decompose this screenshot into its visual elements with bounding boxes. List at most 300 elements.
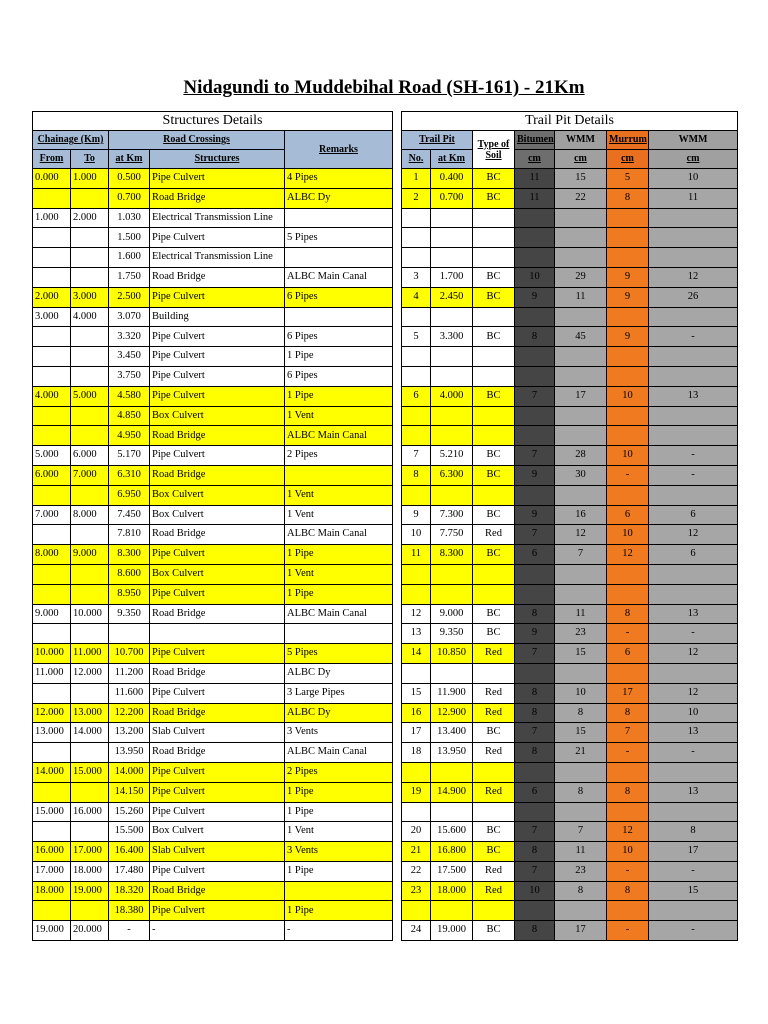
pit-at-km-cell: 9.000 [431,604,473,624]
murrum-cell [607,228,649,248]
pit-no-cell [402,584,431,604]
wmm2-cell: 8 [649,822,738,842]
bitumen-cell: 7 [515,822,555,842]
wmm2-cell: 13 [649,782,738,802]
murrum-cell: 8 [607,703,649,723]
wmm2-cell [649,564,738,584]
at-km-cell: 13.200 [109,723,150,743]
remarks-cell: ALBC Main Canal [285,267,393,287]
murrum-cell: 9 [607,287,649,307]
chainage-from-cell [33,683,71,703]
structure-cell: Pipe Culvert [150,802,285,822]
soil-type-cell: BC [473,921,515,941]
bitumen-cell: 9 [515,287,555,307]
wmm-cell [555,564,607,584]
soil-type-cell [473,901,515,921]
spacer-cell [393,386,402,406]
pit-at-km-cell [431,347,473,367]
soil-type-cell [473,762,515,782]
at-km-cell: 11.200 [109,663,150,683]
wmm2-cell [649,228,738,248]
spacer-cell [393,624,402,644]
wmm-cell [555,228,607,248]
wmm2-cell: 13 [649,723,738,743]
murrum-cell: - [607,465,649,485]
at-km-cell: 7.810 [109,525,150,545]
chainage-to-cell [71,327,109,347]
remarks-cell: 2 Pipes [285,762,393,782]
remarks-cell: ALBC Dy [285,188,393,208]
soil-type-cell: Red [473,782,515,802]
chainage-from-cell: 18.000 [33,881,71,901]
wmm-cell: 28 [555,446,607,466]
spacer-cell [393,921,402,941]
murrum-cell: 9 [607,267,649,287]
bitumen-cell: 8 [515,743,555,763]
wmm-cell: 22 [555,188,607,208]
pit-at-km-cell: 0.400 [431,169,473,189]
spacer-cell [393,743,402,763]
chainage-to-cell [71,248,109,268]
chainage-to-cell [71,584,109,604]
wmm2-cell: 12 [649,683,738,703]
structure-cell: Pipe Culvert [150,545,285,565]
structure-cell: Pipe Culvert [150,644,285,664]
murrum-cell: 9 [607,327,649,347]
wmm-cell: 17 [555,386,607,406]
road-crossings-header: Road Crossings [109,131,285,150]
murrum-cell [607,406,649,426]
pit-no-cell: 14 [402,644,431,664]
pit-at-km-cell: 5.210 [431,446,473,466]
spacer-cell [393,208,402,228]
pit-at-km-cell: 17.500 [431,861,473,881]
murrum-cell: 8 [607,604,649,624]
table-row [33,327,738,347]
spacer-cell [393,465,402,485]
soil-type-cell [473,366,515,386]
bitumen-cell: 7 [515,644,555,664]
pit-at-km-cell: 11.900 [431,683,473,703]
chainage-from-cell: 14.000 [33,762,71,782]
chainage-from-cell: 19.000 [33,921,71,941]
wmm2-cell: - [649,327,738,347]
bitumen-cell [515,901,555,921]
structure-cell: Road Bridge [150,188,285,208]
pit-no-cell [402,307,431,327]
chainage-to-cell [71,901,109,921]
spacer-cell [393,169,402,189]
chainage-from-cell [33,525,71,545]
wmm-cell: 15 [555,169,607,189]
soil-type-cell: BC [473,822,515,842]
murrum-cell: 10 [607,842,649,862]
at-km-cell: 15.500 [109,822,150,842]
at-km-cell: 2.500 [109,287,150,307]
spacer-cell [393,485,402,505]
structure-cell: Box Culvert [150,505,285,525]
structure-cell: Pipe Culvert [150,366,285,386]
at-km-cell: 8.950 [109,584,150,604]
structure-cell: Pipe Culvert [150,169,285,189]
pit-no-cell [402,248,431,268]
spacer-cell [393,604,402,624]
pit-at-km-cell [431,208,473,228]
at-km-header: at Km [109,150,150,169]
at-km-cell: 9.350 [109,604,150,624]
murrum-cell [607,663,649,683]
wmm2-cell: 10 [649,703,738,723]
pit-at-km-cell: 9.350 [431,624,473,644]
wmm2-cell [649,663,738,683]
pit-no-cell: 2 [402,188,431,208]
wmm-cell [555,663,607,683]
wmm-cell: 45 [555,327,607,347]
wmm2-header: WMM [649,131,738,150]
remarks-cell: ALBC Dy [285,703,393,723]
pit-no-cell: 20 [402,822,431,842]
remarks-cell: 1 Vent [285,822,393,842]
pit-no-cell: 15 [402,683,431,703]
spacer-cell [393,802,402,822]
murrum-cell [607,802,649,822]
table-row [33,901,738,921]
bitumen-cell: 7 [515,446,555,466]
pit-at-km-cell: 19.000 [431,921,473,941]
spacer-cell [393,112,402,131]
pit-at-km-cell [431,564,473,584]
chainage-to-cell: 10.000 [71,604,109,624]
chainage-to-cell: 2.000 [71,208,109,228]
at-km-cell: - [109,921,150,941]
structure-cell: Pipe Culvert [150,584,285,604]
wmm2-cell [649,406,738,426]
chainage-to-cell [71,347,109,367]
bitumen-cell: 11 [515,188,555,208]
at-km-cell: 0.700 [109,188,150,208]
pit-at-km-cell: 3.300 [431,327,473,347]
murrum-cell: 8 [607,782,649,802]
pit-at-km-cell: 4.000 [431,386,473,406]
structure-cell: Slab Culvert [150,723,285,743]
murrum-cell: 17 [607,683,649,703]
spacer-cell [393,881,402,901]
structure-cell: Box Culvert [150,822,285,842]
soil-type-cell: Red [473,525,515,545]
wmm-cell: 23 [555,861,607,881]
spacer-cell [393,406,402,426]
table-row [33,663,738,683]
murrum-cell: - [607,861,649,881]
chainage-to-cell [71,366,109,386]
wmm-cell: 8 [555,703,607,723]
murrum-cell [607,901,649,921]
table-row [33,485,738,505]
wmm2-cell [649,347,738,367]
wmm-cell: 15 [555,644,607,664]
wmm-cell [555,406,607,426]
chainage-from-cell [33,564,71,584]
pit-no-cell [402,228,431,248]
murrum-cell: 10 [607,386,649,406]
remarks-cell: ALBC Dy [285,663,393,683]
pit-no-cell: 8 [402,465,431,485]
table-row [33,446,738,466]
chainage-to-cell: 14.000 [71,723,109,743]
bitumen-cell: 9 [515,624,555,644]
remarks-cell: 1 Pipe [285,802,393,822]
pit-no-cell: 5 [402,327,431,347]
chainage-to-cell: 17.000 [71,842,109,862]
pit-no-cell: 24 [402,921,431,941]
chainage-to-cell [71,683,109,703]
at-km-cell: 8.300 [109,545,150,565]
pit-no-cell: 17 [402,723,431,743]
remarks-cell [285,208,393,228]
spacer-cell [393,426,402,446]
soil-type-cell [473,228,515,248]
soil-type-cell: BC [473,465,515,485]
pit-at-km-cell: 1.700 [431,267,473,287]
pit-no-cell [402,564,431,584]
pit-at-km-header: at Km [431,150,473,169]
pit-at-km-cell: 12.900 [431,703,473,723]
soil-type-cell [473,564,515,584]
spacer-cell [393,248,402,268]
structure-cell: Road Bridge [150,525,285,545]
wmm-cell [555,802,607,822]
wmm-cell: 16 [555,505,607,525]
at-km-cell: 1.500 [109,228,150,248]
remarks-cell: 1 Vent [285,485,393,505]
soil-type-cell: BC [473,327,515,347]
structure-cell: Building [150,307,285,327]
wmm-cell: 7 [555,822,607,842]
bitumen-cell: 6 [515,545,555,565]
pit-at-km-cell [431,228,473,248]
spacer-cell [393,525,402,545]
wmm2-cell: 26 [649,287,738,307]
bitumen-cell: 8 [515,604,555,624]
spacer-cell [393,545,402,565]
chainage-to-cell: 7.000 [71,465,109,485]
soil-type-cell: BC [473,386,515,406]
remarks-cell: 1 Pipe [285,545,393,565]
table-row [33,386,738,406]
structure-cell: Pipe Culvert [150,683,285,703]
table-row [33,822,738,842]
spacer-cell [393,188,402,208]
bitumen-cell [515,248,555,268]
table-row [33,545,738,565]
bitumen-cell: 6 [515,782,555,802]
pit-no-cell: 1 [402,169,431,189]
spacer-cell [393,505,402,525]
remarks-cell [285,881,393,901]
soil-type-cell: BC [473,267,515,287]
wmm-cell [555,762,607,782]
wmm2-cell [649,307,738,327]
chainage-to-cell [71,228,109,248]
bitumen-cell [515,802,555,822]
chainage-from-cell: 10.000 [33,644,71,664]
pit-no-cell: 19 [402,782,431,802]
pit-at-km-cell [431,406,473,426]
table-row [33,683,738,703]
wmm2-cell [649,248,738,268]
wmm-cell: 29 [555,267,607,287]
pit-at-km-cell [431,307,473,327]
at-km-cell [109,624,150,644]
chainage-from-cell: 6.000 [33,465,71,485]
wmm2-cell: 6 [649,505,738,525]
spacer-cell [393,822,402,842]
wmm-cell: 15 [555,723,607,743]
pit-no-cell [402,366,431,386]
pit-no-cell [402,901,431,921]
remarks-cell: ALBC Main Canal [285,525,393,545]
murrum-cell: 12 [607,822,649,842]
soil-type-cell: BC [473,287,515,307]
structure-cell: Road Bridge [150,465,285,485]
spacer-cell [393,131,402,150]
spacer-cell [393,347,402,367]
bitumen-cell [515,307,555,327]
bitumen-cell [515,228,555,248]
remarks-cell: 3 Vents [285,842,393,862]
bitumen-cell: 7 [515,723,555,743]
chainage-from-cell: 8.000 [33,545,71,565]
pit-no-cell [402,762,431,782]
remarks-cell: 1 Pipe [285,782,393,802]
pit-at-km-cell: 15.600 [431,822,473,842]
soil-type-cell [473,584,515,604]
bitumen-cell: 8 [515,683,555,703]
structure-cell: - [150,921,285,941]
pit-no-cell [402,663,431,683]
soil-type-cell [473,208,515,228]
structure-cell: Road Bridge [150,663,285,683]
pit-no-cell: 18 [402,743,431,763]
chainage-to-cell [71,426,109,446]
pit-at-km-cell [431,762,473,782]
at-km-cell: 3.070 [109,307,150,327]
soil-type-cell: Red [473,881,515,901]
spacer-cell [393,861,402,881]
at-km-cell: 18.320 [109,881,150,901]
pit-no-cell [402,406,431,426]
chainage-from-cell [33,347,71,367]
wmm-cell [555,248,607,268]
pit-no-cell: 7 [402,446,431,466]
wmm-cell: 8 [555,782,607,802]
murrum-cell: 5 [607,169,649,189]
wmm-cell: 21 [555,743,607,763]
chainage-from-cell: 13.000 [33,723,71,743]
bitumen-cell: 8 [515,703,555,723]
wmm-cell [555,307,607,327]
at-km-cell: 10.700 [109,644,150,664]
wmm-cell: 12 [555,525,607,545]
chainage-from-cell: 12.000 [33,703,71,723]
murrum-cell: 6 [607,505,649,525]
at-km-cell: 0.500 [109,169,150,189]
chainage-to-cell: 8.000 [71,505,109,525]
wmm2-cell: 13 [649,386,738,406]
murrum-cell: - [607,743,649,763]
chainage-to-cell: 1.000 [71,169,109,189]
bitumen-cell [515,366,555,386]
pit-no-header: No. [402,150,431,169]
structure-cell: Road Bridge [150,267,285,287]
soil-type-cell: Red [473,644,515,664]
chainage-to-cell [71,485,109,505]
bitumen-cell: 10 [515,267,555,287]
pit-at-km-cell: 7.750 [431,525,473,545]
spacer-cell [393,584,402,604]
bitumen-cell: 9 [515,505,555,525]
chainage-from-cell: 0.000 [33,169,71,189]
remarks-cell: ALBC Main Canal [285,743,393,763]
bitumen-cell [515,406,555,426]
chainage-to-cell: 12.000 [71,663,109,683]
pit-no-cell: 3 [402,267,431,287]
wmm-header: WMM [555,131,607,150]
wmm2-cell: 12 [649,525,738,545]
murrum-cell [607,208,649,228]
wmm2-cell: - [649,861,738,881]
murrum-cell: 8 [607,881,649,901]
trail-pit-header: Trail Pit [402,131,473,150]
wmm2-cell: - [649,446,738,466]
murrum-cell [607,426,649,446]
soil-type-cell [473,406,515,426]
spacer-cell [393,683,402,703]
at-km-cell: 4.580 [109,386,150,406]
table-row [33,505,738,525]
structure-cell: Road Bridge [150,604,285,624]
murrum-cell [607,485,649,505]
chainage-from-cell [33,584,71,604]
at-km-cell: 14.000 [109,762,150,782]
at-km-cell: 13.950 [109,743,150,763]
table-row [33,188,738,208]
chainage-from-cell [33,901,71,921]
table-row [33,802,738,822]
table-row [33,703,738,723]
pit-no-cell: 23 [402,881,431,901]
table-row [33,287,738,307]
spacer-cell [393,723,402,743]
wmm2-cell: 15 [649,881,738,901]
wmm-cell [555,485,607,505]
structure-cell: Pipe Culvert [150,782,285,802]
spacer-cell [393,901,402,921]
to-header: To [71,150,109,169]
soil-type-cell [473,347,515,367]
chainage-to-cell [71,782,109,802]
murrum-header: Murrum [607,131,649,150]
spacer-cell [393,762,402,782]
remarks-cell [285,248,393,268]
bitumen-cell: 7 [515,861,555,881]
murrum-cell [607,564,649,584]
remarks-cell: 5 Pipes [285,228,393,248]
soil-type-cell [473,663,515,683]
remarks-cell: 1 Pipe [285,861,393,881]
remarks-cell: 6 Pipes [285,327,393,347]
pit-no-cell: 10 [402,525,431,545]
